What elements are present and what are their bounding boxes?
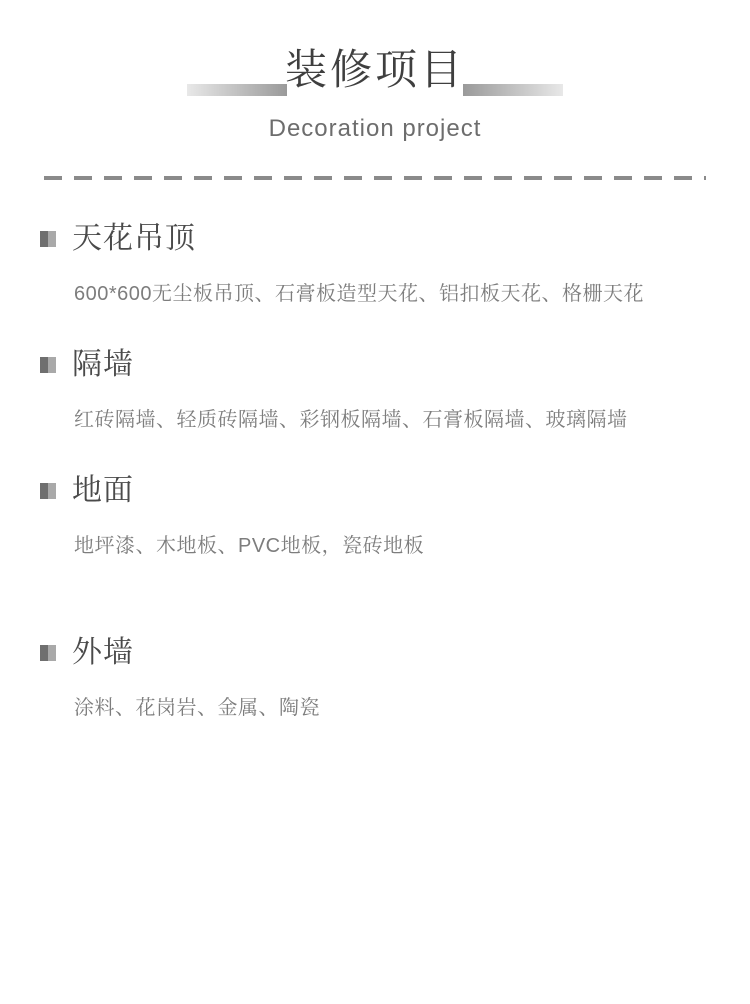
dashed-divider bbox=[44, 176, 706, 180]
title-block bbox=[225, 44, 525, 96]
square-bullet-icon bbox=[40, 231, 56, 247]
section-item bbox=[40, 634, 706, 730]
section-body: 涂料、花岗岩、金属、陶瓷 bbox=[74, 697, 320, 719]
section-header bbox=[40, 472, 706, 510]
section-title: 地面 bbox=[72, 474, 134, 507]
section-header bbox=[40, 634, 706, 672]
page-title: 装修项目 bbox=[284, 46, 465, 93]
section-item bbox=[40, 346, 706, 442]
section-body: 红砖隔墙、轻质砖隔墙、彩钢板隔墙、石膏板隔墙、玻璃隔墙 bbox=[74, 409, 628, 431]
title-accent-bar-left bbox=[187, 84, 287, 96]
page-subtitle: Decoration project bbox=[268, 115, 482, 142]
section-body: 地坪漆、木地板、PVC地板，瓷砖地板 bbox=[74, 535, 425, 557]
section-body: 600*600无尘板吊顶、石膏板造型天花、铝扣板天花、格栅天花 bbox=[74, 283, 645, 305]
section-item bbox=[40, 220, 706, 316]
square-bullet-icon bbox=[40, 357, 56, 373]
section-header bbox=[40, 220, 706, 258]
section-title: 隔墙 bbox=[72, 348, 134, 381]
section-list bbox=[0, 220, 750, 730]
square-bullet-icon bbox=[40, 645, 56, 661]
section-title: 天花吊顶 bbox=[72, 222, 196, 255]
title-accent-bar-right bbox=[463, 84, 563, 96]
section-item bbox=[40, 472, 706, 568]
page-header bbox=[0, 0, 750, 144]
section-header bbox=[40, 346, 706, 384]
square-bullet-icon bbox=[40, 483, 56, 499]
section-title: 外墙 bbox=[72, 636, 134, 669]
